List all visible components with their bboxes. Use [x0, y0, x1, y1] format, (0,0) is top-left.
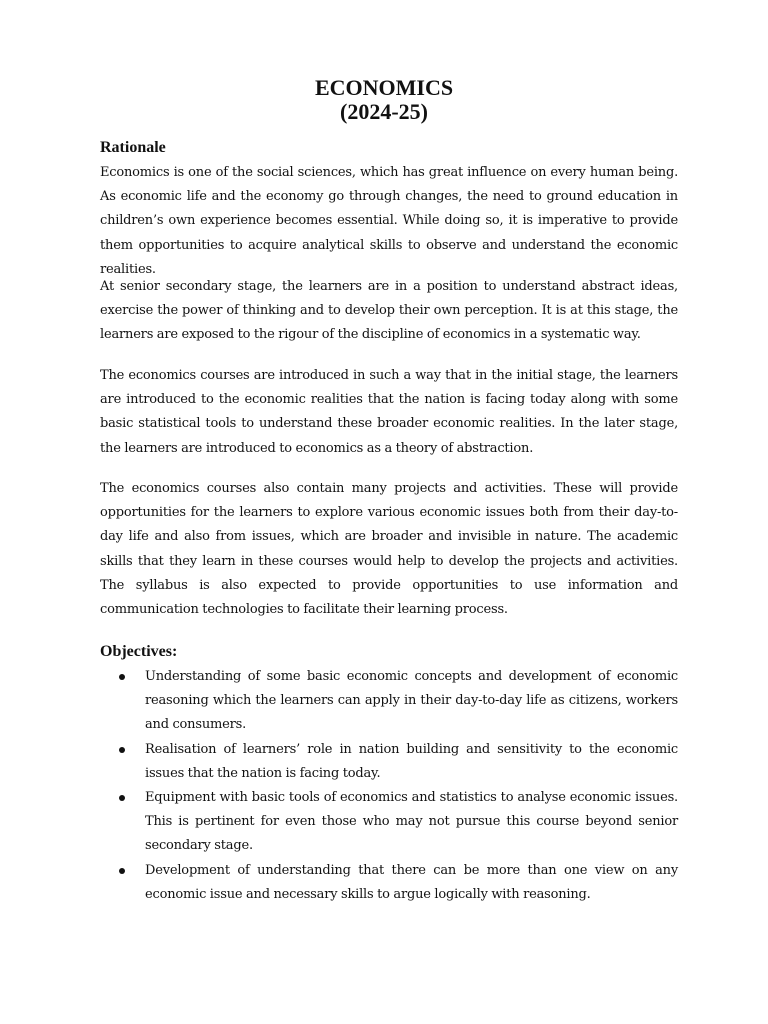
objective-item	[100, 738, 678, 786]
objectives-list	[100, 665, 678, 907]
rationale-paragraph-2: At senior secondary stage, the learners are in a position to understand abstract ideas, exercise the power of thinking and to develop their own perception. It is at this stage, the learners are exposed to the rigour of the discipline of economics in a systematic way.	[100, 279, 678, 343]
rationale-heading: Rationale	[100, 139, 166, 156]
objective-item	[100, 786, 678, 859]
objective-text: Development of understanding that there can be more than one view on any economic issue and necessary skills to argue logically with reasoning.	[145, 862, 678, 902]
objectives-heading: Objectives:	[100, 643, 178, 660]
objective-text: Realisation of learners’ role in nation building and sensitivity to the economic issues that the nation is facing today.	[145, 741, 678, 781]
rationale-paragraph-1: Economics is one of the social sciences, which has great influence on every human being. As economic life and the economy go through changes, the need to ground education in children’s own experience becomes essential. While doing so, it is imperative to provide them opportunities to acquire analytical skills to observe and understand the economic realities.	[100, 165, 678, 277]
bullet-icon	[119, 868, 125, 874]
objective-item	[100, 859, 678, 907]
document-title: ECONOMICS	[314, 75, 454, 100]
rationale-paragraph-3: The economics courses are introduced in such a way that in the initial stage, the learners are introduced to the economic realities that the nation is facing today along with some basic statistical tools to understand these broader economic realities. In the later stage, the learners are introduced to economics as a theory of abstraction.	[100, 368, 678, 456]
bullet-icon	[119, 674, 125, 680]
objective-text: Equipment with basic tools of economics and statistics to analyse economic issues. This is pertinent for even those who may not pursue this course beyond senior secondary stage.	[145, 790, 678, 854]
bullet-icon	[119, 747, 125, 753]
objective-text: Understanding of some basic economic concepts and development of economic reasoning which the learners can apply in their day-to-day life as citizens, workers and consumers.	[145, 669, 678, 733]
objective-item	[100, 665, 678, 738]
bullet-icon	[119, 795, 125, 801]
document-year: (2024-25)	[340, 99, 428, 124]
rationale-paragraph-4: The economics courses also contain many projects and activities. These will provide opportunities for the learners to explore various economic issues both from their day-to-day life and also from issues, which are broader and invisible in nature. The academic skills that they learn in these courses would help to develop the projects and activities. The syllabus is also expected to provide opportunities to use information and communication technologies to facilitate their learning process.	[100, 481, 678, 618]
